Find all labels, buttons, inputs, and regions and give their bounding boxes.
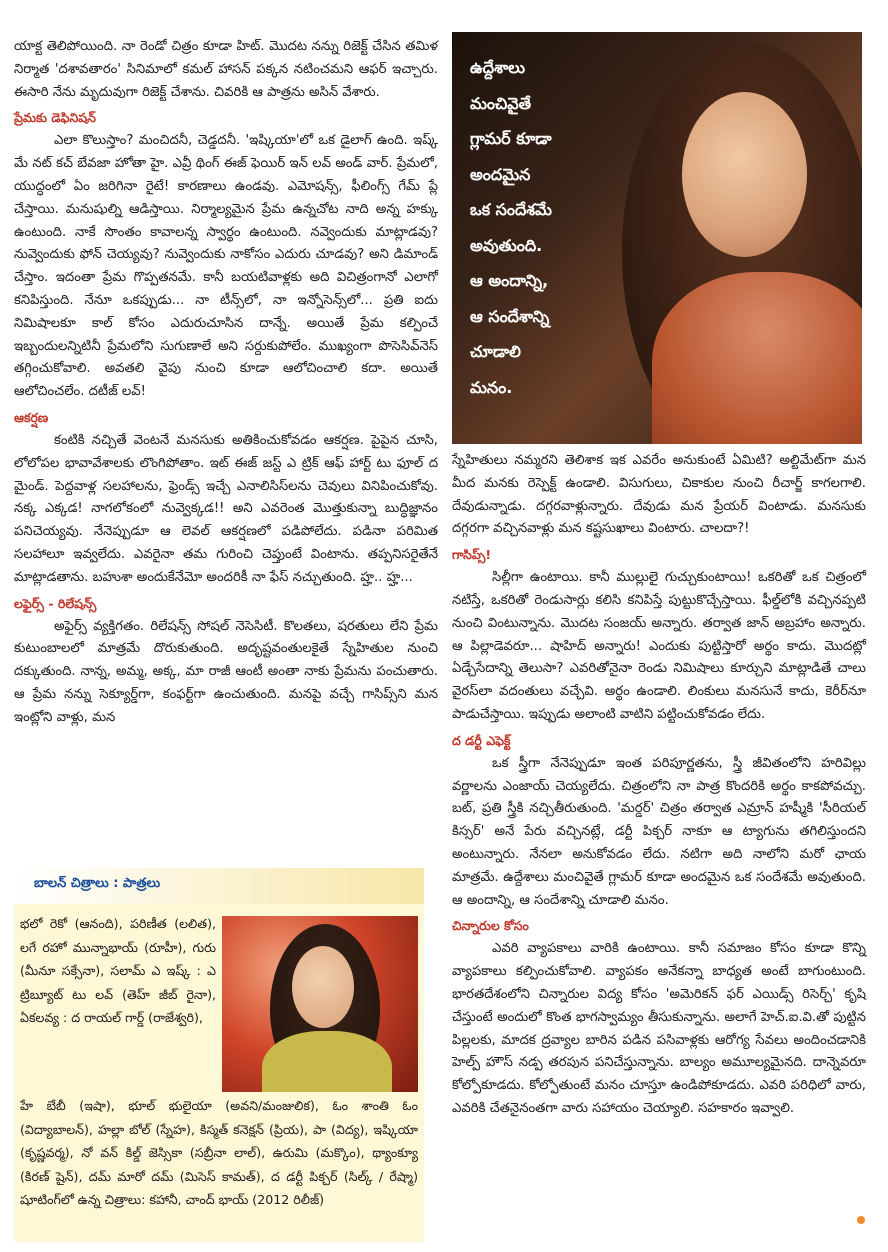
gossips-paragraph: సిల్లీగా ఉంటాయి. కానీ ముల్లులై గుచ్చుకుంటాయి! ఒకరితో ఒక చిత్రంలో నటిస్తే, ఒకరితో రెండుసార్లు కలిసి కనిపిస్తే పుట్టుకొచ్చేస్తాయి. ఫీల్డ్‌లోకి వచ్చినప్పటి నుంచి వింటున్నాను. మొదట సంజయ్ అన్నారు. తర్వాత జాన్ అబ్రహాం అన్నారు. ఆ పిల్లాడెవరూ... షాహిద్ అన్నారు! ఎందుకు పుట్టిస్తారో అర్థం కాదు. మొదట్లో ఏడ్చేసేదాన్ని తెలుసా? ఎవరితోనైనా రెండు నిమిషాలు కూర్చుని మాట్లాడితే చాలు వైరస్‌లా వదంతులు వచ్చేవి. అర్థం ఉండాలి. లింకులు మనసునే కాదు, కెరీర్‌నూ పాడుచేస్తాయి. ఇప్పుడు అలాంటి వాటిని పట్టించుకోవడం లేదు. [452,570,866,722]
quote-line: అందమైన [470,164,531,184]
quote-line: చూడాలి [470,342,521,361]
quote-line: గ్లామర్ కూడా [470,129,552,148]
actress-small-photo [222,916,418,1092]
for-children-paragraph: ఎవరి వ్యాపకాలు వారికి ఉంటాయి. కానీ సమాజం కోసం కూడా కొన్ని వ్యాపకాలు కల్పించుకోవాలి. వ్యాపకం అనేకన్నా బాధ్యత అంటే బాగుంటుంది. భారతదేశంలోని చిన్నారుల విద్య కోసం 'అమెరికన్ ఫర్ ఎయిడ్స్ రిసెర్చ్' కృషి చేస్తుంటే అందులో కొంత భాగస్వామ్యం తీసుకున్నాను. అలాగే హెచ్.ఐ.వి.తో పుట్టిన పిల్లలకు, మాదక ద్రవ్యాల బారిన పడిన పసివాళ్లకు ఆరోగ్య సేవలు అందించడానికి హెల్ప్ హౌస్ నడ్ప తరపున పనిచేస్తున్నాను. బాల్యం అమూల్యమైనది. దాన్నెవరూ కోల్పోకూడదు. కోల్పోతుంటే మనం చూస్తూ ఉండిపోకూడదు. ఎవరి పరిధిలో వారు, ఎవరికి చేతనైనంతగా వారు సహాయం చెయ్యాలి. సహకారం ఇవ్వాలి. [452,941,866,1116]
small-photo-outfit-shape [262,1031,392,1092]
heading-for-children: చిన్నారుల కోసం [452,918,529,934]
quote-line: మంచివైతే [470,93,532,113]
small-photo-face-shape [292,946,354,1028]
left-article-column [14,36,438,730]
heading-dirty-effect: ద డర్టీ ఎఫెక్ట్ [452,732,511,748]
boxout-films-list-bottom [20,1094,418,1212]
definition-of-love-paragraph: ఎలా కొలుస్తాం? మంచిదనీ, చెడ్డదనీ. 'ఇష్కియా'లో ఒక డైలాగ్ ఉంది. ఇష్క్ మే నట్ కచ్ బేవజా హోతా హై. ఎవ్రీ థింగ్ ఈజ్ ఫెయిర్ ఇన్ లవ్ అండ్ వార్. ప్రేమలో, యుద్ధంలో ఏం జరిగినా రైటే! కారణాలు ఉండవు. ఎమోషన్స్, ఫీలింగ్స్ గేమ్ ప్లే చేస్తాయి. మనుషుల్ని ఆడిస్తాయి. నిర్మాల్యమైన ప్రేమ ఉన్నచోట నాది అన్న హక్కు ఉంటుంది. నాకే సొంతం కావాలన్న స్వార్థం ఉంటుంది. నవ్వెందుకు మాట్లాడవు? నువ్వెందుకు ఫోన్ చెయ్యవు? నువ్వెందుకు నాకోసం ఎదురు చూడవు? అని డిమాండ్ చేస్తాం. ఇదంతా ప్రేమ గొప్పతనమే. కానీ బయటివాళ్లకు అది విచిత్రంగానో ఎలాగో కనిపిస్తుంది. నేనూ ఒకప్పుడు... నా టీన్స్‌లో, నా ఇన్నోసెన్స్‌లో... ప్రతి ఐదు నిమిషాలకూ కాల్ కోసం ఎదురుచూసిన దాన్నే. అయితే ప్రేమ కల్పించే ఇబ్బందులన్నిటినీ ప్రేమలోని సుగుణాలే అని సర్దుకుపోలేం. ముఖ్యంగా పొసెసివ్‌నెస్ తగ్గించుకోవాలి. అవతలి వైపు నుంచి కూడా ఆలోచించాలి కదా. అయితే ఆలోచించలేం. దటీజ్ లవ్! [14,133,438,400]
boxout-films-top-text: భలో రెకో (ఆనంది), పరిణీత (లలిత), లగే రహో మున్నాభాయ్ (రూహీ), గురు (మీనూ సక్సేనా), సలామ్ ఎ ఇష్క్ : ఎ ట్రిబ్యూట్ టు లవ్ (తెహ్ జీబ్ రైనా), ఏకలవ్య : ద రాయల్ గార్డ్ (రాజేశ్వరి), [20,916,216,1026]
quote-line: మనం. [470,377,513,397]
dirty-effect-paragraph: ఒక స్త్రీగా నేనెప్పుడూ ఇంత పరిపూర్ణతను, స్త్రీ జీవితంలోని హరివిల్లు వర్ణాలను ఎంజాయ్ చెయ్యలేదు. చిత్రంలోని నా పాత్ర కొందరికి అర్థం కాకపోవచ్చు. బట్, ప్రతి స్త్రీకి నచ్చితీరుతుంది. 'మర్డర్' చిత్రం తర్వాత ఎమ్రాన్ హష్మీకి 'సీరియల్ కిస్సర్' అనే పేరు వచ్చినట్లే, డర్టీ పిక్చర్ నాకూ ఆ ట్యాగును తగిలిస్తుందని అంటున్నారు. నేనలా అనుకోవడం లేదు. నటిగా అది నాలోని మరో ఛాయ మాత్రమే. ఉద్దేశాలు మంచివైతే గ్లామర్ కూడా అందమైన ఒక సందేశమే అవుతుంది. ఆ అందాన్ని, ఆ సందేశాన్ని చూడాలి మనం. [452,755,866,908]
heading-affairs-relations: లఫైర్స్ - రిలేషన్స్ [14,595,97,611]
quote-line: ఉద్దేశాలు [470,58,526,77]
boxout-films-bottom-text: హే బేబీ (ఇషా), భూల్ భులైయా (అవని/మంజులిక), ఓం శాంతి ఓం (విద్యాబాలన్), హల్లా బోల్ (స్నేహ), కిస్మత్ కనెక్షన్ (ప్రియ), పా (విద్య), ఇష్కియా (కృష్ణవర్మ), నో వన్ కిల్డ్ జెస్సికా (సబ్రీనా లాల్), ఉరుమి (మక్కొం), థ్యాంక్యూ (కిరణ్ షైన్), దమ్ మారో దమ్ (మిసెస్ కామత్), ద డర్టీ పిక్చర్ (సిల్క్ / రేష్మా) షూటింగ్‌లో ఉన్న చిత్రాలు: కహానీ, చాంద్ భాయ్ (2012 రిలీజ్) [20,1098,418,1208]
quote-line: ఆ అందాన్ని, [470,271,549,290]
actress-portrait-photo [452,32,862,444]
heading-definition-of-love: ప్రేమకు డెఫినిషన్ [14,110,96,126]
portrait-face-shape [682,92,807,257]
right-article-column [452,450,866,1121]
heading-attraction: ఆకర్షణ [14,409,49,425]
attraction-paragraph: కంటికి నచ్చితే వెంటనే మనసుకు అతికించుకోవడం ఆకర్షణ. పైపైన చూసి, లోలోపల భావావేశాలకు లొంగిపోతాం. ఇట్ ఈజ్ జస్ట్ ఎ ట్రిక్ ఆఫ్ హార్ట్ టు ఫూల్ ద మైండ్. పెద్దవాళ్ల సలహాలను, ఫ్రెండ్స్ ఇచ్చే ఎనాలిసిస్‌లను చెవులు వినిపించుకోవు. నక్క ఎక్కడ! నాగలోకంలో నువ్వెక్కడ!! అని ఎవరెంత మొత్తుకున్నా బుద్ధిజ్ఞానం పనిచెయ్యవు. నేనెప్పుడూ ఆ లెవల్ ఆకర్షణలో పడిపోలేదు. పడినా పరిమిత సలహాలూ ఇవ్వలేదు. ఎవరైనా తమ గురించి చెప్తుంటే వింటాను. తప్పనిసరైతేనే మాట్లాడతాను. బహుశా అందుకేనేమో అందరికీ నా ఫేస్ నచ్చుతుంది. హ్హ.. హ్హ... [14,432,438,585]
boxout-title: బాలన్ చిత్రాలు : పాత్రలు [34,876,161,891]
quote-line: అవుతుంది. [470,235,543,255]
right-intro-paragraph: స్నేహితులు నమ్మరని తెలిశాక ఇక ఎవరేం అనుకుంటే ఏమిటి? అల్టిమేట్‌గా మన మీద మనకు రెస్పెక్ట్ ఉండాలి. విసుగులు, చికాకుల నుంచి రీచార్జ్ కాగలగాలి. దేవుడున్నాడు. దగ్గరవాళ్లున్నారు. దేవుడు మన ప్రేయర్ వింటాడు. మనసుకు దగ్గరగా వచ్చినవాళ్లు మన కష్టసుఖాలు వింటారు. చాలదా?! [452,453,866,537]
quote-line: ఒక సందేశమే [470,200,552,219]
boxout-title-bar [14,868,424,904]
affairs-relations-paragraph: అఫైర్స్ వ్యక్తిగతం. రిలేషన్స్ సోషల్ నెసెసిటీ. కొలతలు, షరతులు లేని ప్రేమ కుటుంబాలలో మాత్రమే దొరుకుతుంది. అదృష్టవంతులకైతే స్నేహితుల నుంచి దక్కుతుంది. నాన్న, అమ్మ, అక్క, మా రాజీ ఆంటీ అంతా నాకు ప్రేమను పంచుతారు. ఆ ప్రేమ నన్ను సెక్యూర్డ్‌గా, కంఫర్ట్‌గా ఉంచుతుంది. మనపై వచ్చే గాసిప్స్‌ని మన ఇంట్లోని వాళ్లు, మన [14,618,438,725]
heading-gossips: గాసిప్స్! [452,547,492,563]
left-intro-paragraph: యాక్ట తెలిపోయింది. నా రెండో చిత్రం కూడా హిట్. మొదట నన్ను రిజెక్ట్ చేసిన తమిళ నిర్మాత 'దశావతారం' సినిమాలో కమల్ హాసన్ పక్కన నటించమని ఆఫర్ ఇచ్చారు. ఈసారి నేను మృదువుగా రిజెక్ట్ చేశాను. చివరికి ఆ పాత్రను అసిన్ వేశారు. [14,39,438,100]
quote-line: ఆ సందేశాన్ని [470,306,550,326]
portrait-shoulder-shape [652,272,862,444]
page-marker-dot [857,1216,865,1224]
filmography-boxout [14,868,424,1242]
photo-quote [470,50,638,405]
boxout-films-list-top [20,912,216,1030]
